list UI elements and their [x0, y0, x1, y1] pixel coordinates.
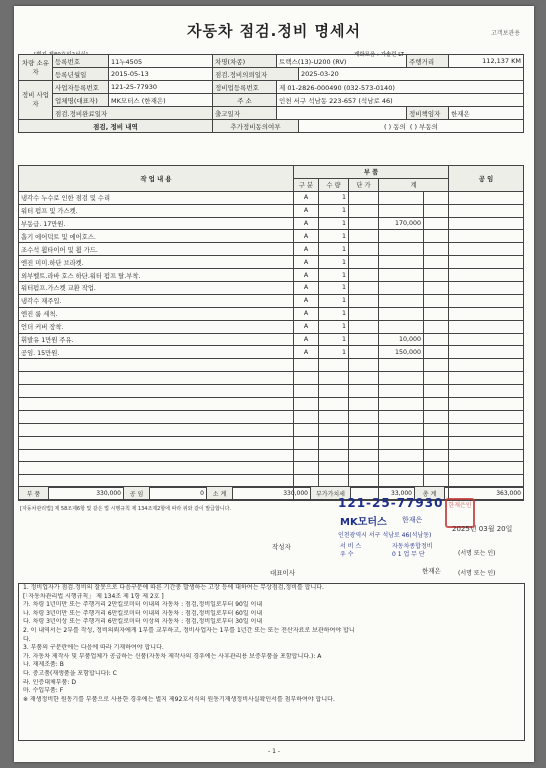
parts-total-value: 330,000	[49, 487, 124, 500]
work-item-desc: 냉각수 재주입.	[19, 294, 294, 307]
work-item-kind: A	[294, 217, 319, 230]
work-item-price	[349, 385, 379, 398]
vehicle-business-table	[18, 54, 524, 133]
work-item-sum-extra	[424, 359, 449, 372]
work-item-row	[19, 204, 524, 217]
note-line: 3. 부품의 구분란에는 다음에 따라 기재하여야 합니다.	[23, 644, 164, 652]
work-item-kind: A	[294, 243, 319, 256]
model-label: 차명(차종)	[213, 55, 277, 68]
req-date-label: 점검.정비의뢰일자	[213, 68, 299, 81]
vat-label: 부가가치세	[311, 487, 351, 500]
work-item-kind	[294, 436, 319, 449]
req-date-value: 2025-03-20	[299, 68, 524, 81]
stamp-company: MK모터스	[340, 517, 387, 528]
work-item-row	[19, 423, 524, 436]
phone-value: (032-573-0140)	[343, 83, 395, 92]
work-item-desc	[19, 423, 294, 436]
manager-value: 한재은	[449, 107, 524, 120]
work-item-sum-extra	[424, 320, 449, 333]
note-line: 나. 재제조품: B	[23, 661, 64, 669]
items-header: 작 업 내 용	[19, 166, 294, 192]
work-item-sum-extra	[424, 372, 449, 385]
work-item-qty	[319, 359, 349, 372]
work-item-sum-extra	[424, 256, 449, 269]
work-item-desc	[19, 410, 294, 423]
work-item-row	[19, 191, 524, 204]
work-item-labor	[449, 398, 524, 411]
work-item-sum-extra	[424, 436, 449, 449]
work-item-kind: A	[294, 307, 319, 320]
work-item-price	[349, 462, 379, 475]
work-item-sum	[379, 398, 424, 411]
work-item-labor	[449, 230, 524, 243]
note-line: 가. 차령 1년미만 또는 주행거리 2만킬로미터 이내의 자동차 : 점검,정비일로부터 90일 이내	[23, 601, 263, 609]
consent-label: 추가정비동의여부	[213, 120, 299, 133]
page-number: - 1 -	[268, 748, 280, 755]
work-item-kind: A	[294, 256, 319, 269]
work-item-labor	[449, 385, 524, 398]
writer-label: 작성자	[272, 543, 291, 551]
work-item-sum	[379, 282, 424, 295]
work-item-sum	[379, 191, 424, 204]
address-label: 주 소	[213, 94, 277, 107]
work-item-qty	[319, 372, 349, 385]
work-item-qty	[319, 462, 349, 475]
sign-hint-writer: (서명 또는 인)	[458, 550, 496, 557]
stamp-biz-line2: 우 수	[340, 551, 354, 558]
work-item-labor	[449, 372, 524, 385]
work-item-sum	[379, 410, 424, 423]
work-item-row	[19, 333, 524, 346]
note-line: [「자동차관리법 시행규칙」 제 134조 제 1항 제 2호 ]	[23, 592, 164, 600]
work-item-qty: 1	[319, 191, 349, 204]
work-item-row	[19, 449, 524, 462]
parts-total-label: 부 품	[19, 487, 49, 500]
work-item-labor	[449, 436, 524, 449]
work-item-kind: A	[294, 230, 319, 243]
legal-statement: [자동차관리법] 제 58조제6항 및 같은 법 시행규칙 제 134조제2항에 따라 위와 같이 발급합니다.	[20, 506, 232, 512]
work-item-qty	[319, 436, 349, 449]
stamp-biz-line4: 0 1 업 무 단	[392, 551, 425, 558]
work-item-kind	[294, 462, 319, 475]
work-item-price	[349, 398, 379, 411]
work-item-desc: 워터펌프.가스켓 교환 작업.	[19, 282, 294, 295]
labor-header: 공 임	[449, 166, 524, 192]
note-line: 가. 자동차 제작사 및 부품업체가 공급하는 신품(자동차 제작사의 경우에는 사후관리용 보증부품을 포함합니다.): A	[23, 652, 322, 660]
work-item-desc	[19, 385, 294, 398]
work-item-labor	[449, 449, 524, 462]
work-item-desc	[19, 462, 294, 475]
red-seal: 한재은인	[445, 498, 475, 528]
work-item-desc: 언더 커버 장착.	[19, 320, 294, 333]
work-item-kind: A	[294, 282, 319, 295]
stamp-address: 인천광역시 서구 석남로 46(석남동)	[338, 532, 432, 539]
work-item-desc: 흡기 에어덕트 및 에어호스.	[19, 230, 294, 243]
done-date-label: 점검.정비완료일자	[53, 107, 213, 120]
col-sum: 계	[379, 178, 449, 191]
work-item-desc: 외부벨트.라바 호스 하단.워터 펌프 탈.부착.	[19, 269, 294, 282]
work-item-sum-extra	[424, 462, 449, 475]
work-item-row	[19, 372, 524, 385]
work-item-labor	[449, 243, 524, 256]
work-item-price	[349, 307, 379, 320]
work-item-price	[349, 230, 379, 243]
note-line: ※ 재생정비한 원동기를 부품으로 사용한 경우에는 별지 제92호서식의 원동기재생정비사실확인서를 첨부하여야 합니다.	[23, 695, 335, 703]
work-item-desc: 워터 펌프 및 가스켓.	[19, 204, 294, 217]
work-item-sum-extra	[424, 217, 449, 230]
work-item-sum	[379, 243, 424, 256]
work-item-qty: 1	[319, 230, 349, 243]
work-item-price	[349, 372, 379, 385]
company-label: 업체명(대표자)	[53, 94, 109, 107]
work-item-price	[349, 256, 379, 269]
work-item-desc	[19, 372, 294, 385]
work-item-price	[349, 359, 379, 372]
work-item-labor	[449, 320, 524, 333]
work-item-sum: 150,000	[379, 346, 424, 359]
work-item-price	[349, 346, 379, 359]
work-item-sum-extra	[424, 204, 449, 217]
work-item-sum	[379, 256, 424, 269]
document-title: 자동차 점검.정비 명세서	[186, 22, 362, 40]
address-value: 인천 서구 석남동 223-657 (석남로 46)	[277, 94, 524, 107]
stamp-biz-line1: 서 비 스	[340, 543, 362, 550]
work-item-desc: 부동급. 17만원.	[19, 217, 294, 230]
work-item-labor	[449, 282, 524, 295]
subtotal-label: 소 계	[207, 487, 233, 500]
company-value: MK모터스 (한재은)	[109, 94, 213, 107]
work-item-desc	[19, 359, 294, 372]
model-value: 트랙스(13)-U200 (RV)	[277, 55, 407, 68]
notes-box	[18, 583, 525, 741]
work-item-sum-extra	[424, 294, 449, 307]
work-item-qty	[319, 449, 349, 462]
reg-no-label: 등록번호	[53, 55, 109, 68]
work-item-desc: 휘발유 1만원 주유.	[19, 333, 294, 346]
work-item-row	[19, 256, 524, 269]
work-items-table	[18, 165, 524, 501]
consent-options	[299, 120, 524, 133]
work-item-sum: 10,000	[379, 333, 424, 346]
work-item-labor	[449, 191, 524, 204]
work-item-row	[19, 269, 524, 282]
out-date-value	[277, 107, 407, 120]
work-item-sum	[379, 320, 424, 333]
business-section-label: 정비 사업자	[19, 81, 53, 120]
work-item-qty: 1	[319, 204, 349, 217]
shop-no-value: 제 01-2826-000490	[279, 83, 342, 92]
note-line: 1. 정비업자가 점검.정비의 잘못으로 다음구분에 따른 기간중 발생하는 고장 등에 대하여는 무상점검,정비를 합니다.	[23, 584, 324, 591]
work-item-qty	[319, 385, 349, 398]
work-item-row	[19, 398, 524, 411]
work-item-row	[19, 294, 524, 307]
work-item-sum-extra	[424, 269, 449, 282]
work-item-sum-extra	[424, 243, 449, 256]
work-item-price	[349, 217, 379, 230]
work-item-price	[349, 269, 379, 282]
work-item-qty: 1	[319, 333, 349, 346]
work-item-sum-extra	[424, 230, 449, 243]
work-item-kind: A	[294, 333, 319, 346]
biz-no-label: 사업자등록번호	[53, 81, 109, 94]
work-item-qty	[319, 410, 349, 423]
stamp-biz-left	[340, 543, 361, 559]
work-item-desc: 냉각수 누수로 인한 점검 및 수리	[19, 191, 294, 204]
work-item-labor	[449, 462, 524, 475]
owner-section-label: 차량 소유자	[19, 55, 53, 81]
mileage-label: 주행거리	[407, 55, 449, 68]
work-item-price	[349, 294, 379, 307]
work-item-price	[349, 423, 379, 436]
work-item-labor	[449, 204, 524, 217]
work-item-sum	[379, 372, 424, 385]
work-item-kind	[294, 385, 319, 398]
stamp-biz-line3: 자동차종합정비	[392, 543, 433, 550]
note-line: 2. 이 내역서는 2부를 작성, 정비의뢰자에게 1부를 교부하고, 정비사업자는 1부를 1년간 또는 또는 전산자료로 보관하여야 합니	[23, 626, 355, 634]
work-item-labor	[449, 294, 524, 307]
work-item-sum-extra	[424, 333, 449, 346]
col-price: 단 가	[349, 178, 379, 191]
note-line: 다. 중고품(재생품을 포함합니다): C	[23, 669, 117, 677]
work-item-price	[349, 333, 379, 346]
work-item-row	[19, 346, 524, 359]
grand-total-label: 총 계	[415, 487, 445, 500]
stamp-owner: 한재은	[402, 516, 423, 524]
work-item-sum	[379, 436, 424, 449]
work-item-sum-extra	[424, 385, 449, 398]
work-item-labor	[449, 269, 524, 282]
work-item-kind	[294, 398, 319, 411]
stamp-biz-right	[392, 543, 433, 559]
work-item-labor	[449, 217, 524, 230]
vat-value: 33,000	[351, 487, 415, 500]
work-item-sum	[379, 359, 424, 372]
work-item-sum-extra	[424, 346, 449, 359]
work-item-price	[349, 436, 379, 449]
work-item-kind: A	[294, 294, 319, 307]
work-item-qty	[319, 423, 349, 436]
consent-no: ( ) 부동의	[409, 122, 438, 131]
work-item-price	[349, 204, 379, 217]
out-date-label: 출고일자	[213, 107, 277, 120]
work-item-kind	[294, 372, 319, 385]
work-item-sum-extra	[424, 282, 449, 295]
work-item-row	[19, 359, 524, 372]
work-item-desc	[19, 398, 294, 411]
note-line: 라. 인증대체부품: D	[23, 678, 76, 686]
work-item-kind	[294, 423, 319, 436]
work-item-kind: A	[294, 191, 319, 204]
labor-total-value: 0	[150, 487, 207, 500]
note-line: 다.	[23, 635, 31, 643]
work-item-qty	[319, 398, 349, 411]
work-item-kind	[294, 410, 319, 423]
work-item-row	[19, 243, 524, 256]
work-item-desc: 공임. 15만원.	[19, 346, 294, 359]
col-qty: 수 량	[319, 178, 349, 191]
work-item-labor	[449, 410, 524, 423]
work-item-labor	[449, 359, 524, 372]
work-item-qty: 1	[319, 294, 349, 307]
work-item-kind	[294, 359, 319, 372]
reg-date-value: 2015-05-13	[109, 68, 213, 81]
work-item-sum: 170,000	[379, 217, 424, 230]
work-item-sum-extra	[424, 423, 449, 436]
work-item-sum	[379, 307, 424, 320]
work-item-row	[19, 462, 524, 475]
work-item-sum	[379, 294, 424, 307]
col-kind: 구 분	[294, 178, 319, 191]
work-item-kind: A	[294, 346, 319, 359]
work-item-qty: 1	[319, 346, 349, 359]
parts-header: 부 품	[294, 166, 449, 179]
grand-total-value: 363,000	[445, 487, 524, 500]
work-item-sum-extra	[424, 449, 449, 462]
work-item-row	[19, 436, 524, 449]
reg-date-label: 등록년월일	[53, 68, 109, 81]
labor-total-label: 공 임	[124, 487, 150, 500]
work-item-desc: 조수석 휠타이어 및 휠 가드.	[19, 243, 294, 256]
manager-label: 정비책임자	[407, 107, 449, 120]
work-item-sum	[379, 230, 424, 243]
work-item-qty: 1	[319, 243, 349, 256]
work-item-kind: A	[294, 204, 319, 217]
rep-name: 한재은	[422, 567, 441, 575]
work-item-sum-extra	[424, 410, 449, 423]
work-item-price	[349, 243, 379, 256]
work-item-kind: A	[294, 269, 319, 282]
biz-no-value: 121-25-77930	[109, 81, 213, 94]
work-item-sum	[379, 423, 424, 436]
work-item-sum	[379, 269, 424, 282]
work-item-sum-extra	[424, 307, 449, 320]
work-item-desc	[19, 436, 294, 449]
shop-no-label: 정비업등록번호	[213, 81, 277, 94]
work-item-price	[349, 320, 379, 333]
work-item-row	[19, 217, 524, 230]
attach-label: 제화모음 : 가솔린 LT	[354, 52, 404, 58]
work-detail-label: 점검, 정비 내역	[19, 120, 213, 133]
stamp-biz-number: 121-25-77930	[338, 496, 444, 510]
note-line: 나. 차령 3년미만 또는 주행거리 6만킬로미터 이내의 자동차 : 점검,정비일로부터 60일 이내	[23, 609, 263, 617]
work-item-desc: 엔진 미미.하단 브라켓.	[19, 256, 294, 269]
work-item-row	[19, 282, 524, 295]
work-item-qty: 1	[319, 217, 349, 230]
shop-no-cell	[277, 81, 524, 94]
copy-label: 고객보관용	[491, 30, 520, 37]
mileage-value: 112,137 KM	[449, 55, 524, 68]
work-item-row	[19, 307, 524, 320]
work-item-row	[19, 230, 524, 243]
work-item-sum	[379, 204, 424, 217]
work-item-labor	[449, 256, 524, 269]
sign-hint-rep: (서명 또는 인)	[458, 570, 496, 577]
work-item-labor	[449, 423, 524, 436]
work-item-desc: 엔진 룸 세척.	[19, 307, 294, 320]
rep-label: 대표이사	[270, 569, 296, 577]
work-item-sum-extra	[424, 191, 449, 204]
work-item-price	[349, 191, 379, 204]
work-item-row	[19, 410, 524, 423]
work-item-sum	[379, 462, 424, 475]
work-item-labor	[449, 307, 524, 320]
work-item-price	[349, 410, 379, 423]
work-item-qty: 1	[319, 320, 349, 333]
work-item-qty: 1	[319, 282, 349, 295]
note-line: 다. 차령 3년이상 또는 주행거리 6만킬로미터 이상의 자동차 : 점검,정비일로부터 30일 이내	[23, 618, 263, 626]
work-item-row	[19, 385, 524, 398]
work-item-kind	[294, 449, 319, 462]
reg-no-value: 11누4505	[109, 55, 213, 68]
issue-date: 2025년 03월 20일	[452, 525, 513, 533]
work-item-sum	[379, 449, 424, 462]
work-item-desc	[19, 449, 294, 462]
work-item-sum	[379, 385, 424, 398]
subtotal-value: 330,000	[233, 487, 311, 500]
work-item-price	[349, 282, 379, 295]
work-item-qty: 1	[319, 269, 349, 282]
work-item-labor	[449, 333, 524, 346]
work-item-sum-extra	[424, 398, 449, 411]
work-item-qty: 1	[319, 256, 349, 269]
note-line: 마. 수입부품: F	[23, 687, 64, 695]
work-item-price	[349, 449, 379, 462]
work-item-labor	[449, 346, 524, 359]
consent-yes: ( ) 동의	[384, 122, 406, 131]
work-item-qty: 1	[319, 307, 349, 320]
work-item-kind: A	[294, 320, 319, 333]
work-item-row	[19, 320, 524, 333]
